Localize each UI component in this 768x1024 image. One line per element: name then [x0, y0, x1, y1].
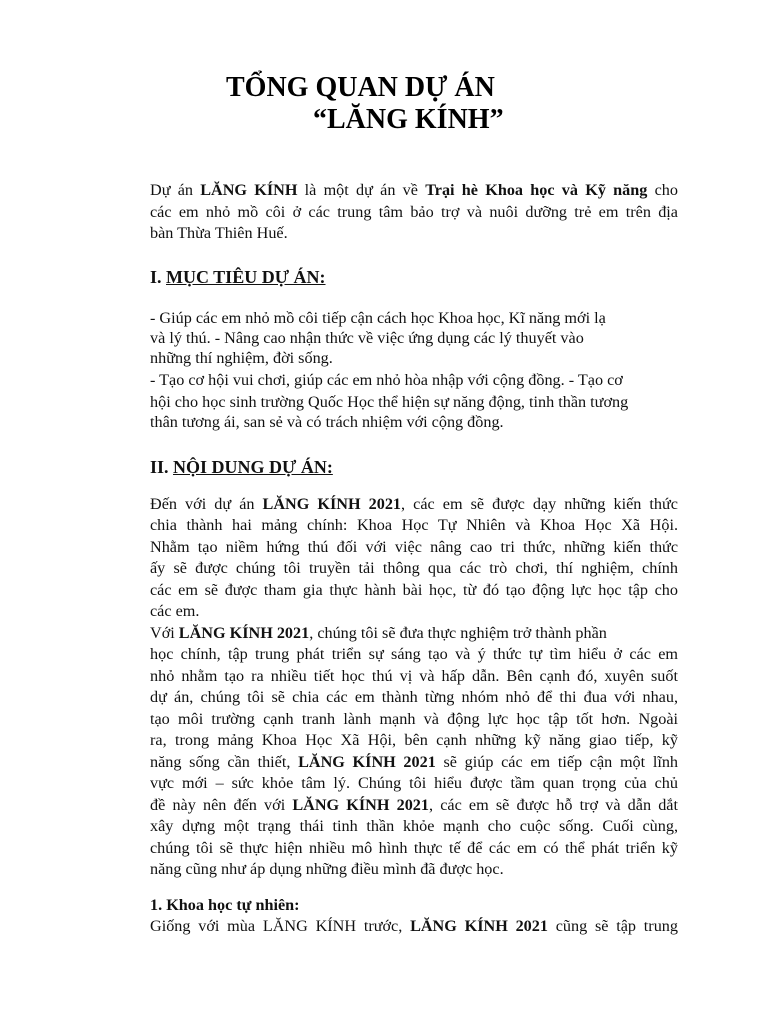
section-2-p2-line: dự án, chúng tôi sẽ chia các em thành từng nhóm nhỏ để thi đua với nhau, [150, 688, 678, 706]
intro-line-2: các em nhỏ mồ côi ở các trung tâm bảo trợ và nuôi dưỡng trẻ em trên địa [150, 203, 678, 221]
subsection-1-line: Giống với mùa LĂNG KÍNH trước, LĂNG KÍNH 2021 cũng sẽ tập trung [150, 917, 678, 935]
section-1-line: thân tương ái, san sẻ và có trách nhiệm với cộng đồng. [150, 413, 504, 431]
section-2-p2-line: ra, trong mảng Khoa Học Xã Hội, bên cạnh những kỹ năng giao tiếp, kỹ [150, 731, 678, 749]
document-title-line-2: “LĂNG KÍNH” [313, 104, 504, 135]
section-1-line: hội cho học sinh trường Quốc Học thể hiện sự năng động, tinh thần tương [150, 393, 629, 411]
section-2-p2-line: học chính, tập trung phát triển sự sáng tạo và ý thức tự tìm hiểu ở các em [150, 645, 678, 663]
section-1-line: và lý thú. - Nâng cao nhận thức về việc ứng dụng các lý thuyết vào [150, 329, 584, 347]
project-name-bold: LĂNG KÍNH [200, 181, 298, 199]
section-2-p2-line: xây dựng một trạng thái tinh thần khỏe mạnh cho cuộc sống. Cuối cùng, [150, 817, 678, 835]
section-1-heading: I. MỤC TIÊU DỰ ÁN: [150, 267, 326, 287]
section-2-p1-line: Nhằm tạo niềm hứng thú đối với việc nâng cao tri thức, những kiến thức [150, 538, 678, 556]
section-2-p2-line: tạo môi trường cạnh tranh lành mạnh và động lực học tập tốt hơn. Ngoài [150, 710, 678, 728]
section-2-p2-line: đề này nên đến với LĂNG KÍNH 2021, các em sẽ được hỗ trợ và dẫn dắt [150, 796, 678, 814]
section-2-p2-line: năng cũng như áp dụng những điều mình đã được học. [150, 860, 504, 878]
section-2-p2-line: nhỏ nhằm tạo ra nhiều tiết học thú vị và hấp dẫn. Bên cạnh đó, xuyên suốt [150, 667, 678, 685]
intro-line-1: Dự án LĂNG KÍNH là một dự án về Trại hè Khoa học và Kỹ năng cho [150, 181, 678, 199]
section-2-p2-line: chúng tôi sẽ thực hiện nhiều mô hình thực tế để các em có thể phát triển kỹ [150, 839, 678, 857]
section-2-p2-line: vực mới – sức khỏe tâm lý. Chúng tôi hiểu được tầm quan trọng của chủ [150, 774, 678, 792]
section-1-line: những thí nghiệm, đời sống. [150, 349, 333, 367]
section-2-p1-line: chia thành hai mảng chính: Khoa Học Tự Nhiên và Khoa Học Xã Hội. [150, 516, 678, 534]
section-2-p1-line: các em sẽ được tham gia thực hành bài học, từ đó tạo động lực học tập cho [150, 581, 678, 599]
section-2-p1-line: ấy sẽ được chúng tôi truyền tải thông qua các trò chơi, thí nghiệm, chính [150, 559, 678, 577]
subsection-1-heading: 1. Khoa học tự nhiên: [150, 896, 300, 914]
section-2-heading: II. NỘI DUNG DỰ ÁN: [150, 457, 333, 477]
section-2-p1-line: các em. [150, 602, 200, 620]
section-2-p2-line: năng sống cần thiết, LĂNG KÍNH 2021 sẽ giúp các em tiếp cận một lĩnh [150, 753, 679, 771]
intro-line-3: bàn Thừa Thiên Huế. [150, 224, 288, 242]
section-1-line: - Giúp các em nhỏ mồ côi tiếp cận cách học Khoa học, Kĩ năng mới lạ [150, 309, 606, 327]
camp-name-bold: Trại hè Khoa học và Kỹ năng [425, 181, 648, 199]
section-2-p1-line: Đến với dự án LĂNG KÍNH 2021, các em sẽ được dạy những kiến thức [150, 495, 678, 513]
section-2-p2-line: Với LĂNG KÍNH 2021, chúng tôi sẽ đưa thực nghiệm trở thành phần [150, 624, 607, 642]
section-1-line: - Tạo cơ hội vui chơi, giúp các em nhỏ hòa nhập với cộng đồng. - Tạo cơ [150, 371, 623, 389]
document-title-line-1: TỔNG QUAN DỰ ÁN [226, 72, 495, 103]
